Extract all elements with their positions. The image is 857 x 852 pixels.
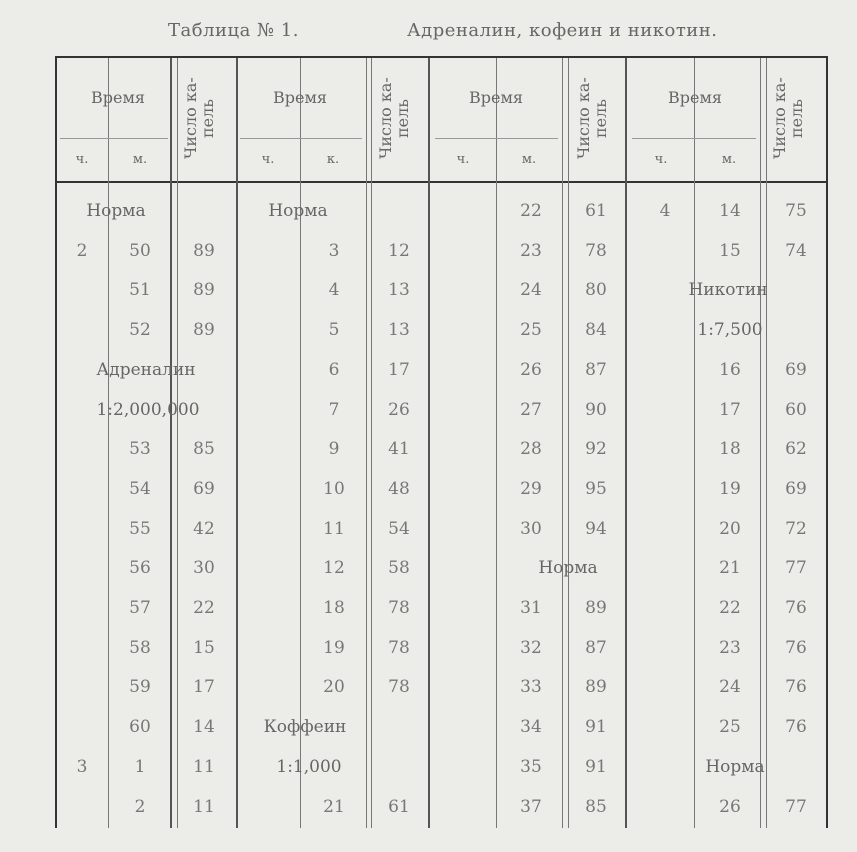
minute-cell: 55 xyxy=(129,518,151,539)
column-rule xyxy=(694,58,695,828)
minute-cell: 21 xyxy=(719,558,741,579)
minute-cell: 50 xyxy=(129,240,151,261)
column-rule xyxy=(170,58,172,828)
time-header: Время xyxy=(272,88,327,107)
minute-cell: 20 xyxy=(323,677,345,698)
drops-cell: 15 xyxy=(193,637,215,658)
header-rule xyxy=(632,138,756,139)
minute-cell: 14 xyxy=(719,201,741,221)
drops-cell: 41 xyxy=(388,439,410,460)
nicotine-label: Никотин xyxy=(688,280,768,301)
time-header: Время xyxy=(468,88,523,107)
drops-cell: 48 xyxy=(388,478,410,499)
drops-cell: 30 xyxy=(193,558,215,579)
caffeine-concentration: 1:1,000 xyxy=(276,756,342,777)
minute-cell: 20 xyxy=(719,518,741,539)
drops-cell: 75 xyxy=(785,201,807,221)
column-rule xyxy=(177,58,178,828)
minute-cell: 25 xyxy=(520,320,542,341)
minute-cell: 15 xyxy=(719,240,741,261)
minute-cell: 21 xyxy=(323,796,345,817)
drops-cell: 11 xyxy=(193,756,215,777)
drops-cell: 76 xyxy=(785,677,807,698)
drops-cell: 54 xyxy=(388,518,410,539)
table-title: Адреналин, кофеин и никотин. xyxy=(407,20,718,41)
drops-cell: 62 xyxy=(785,439,807,460)
minute-cell: 27 xyxy=(520,399,542,420)
drops-header: Число ка-пель xyxy=(770,77,806,159)
minute-cell: 35 xyxy=(520,756,542,777)
hour-cell: 3 xyxy=(76,756,88,777)
drops-cell: 92 xyxy=(585,439,607,460)
hours-header: ч. xyxy=(261,152,275,167)
drops-cell: 87 xyxy=(585,637,607,658)
minute-cell: 60 xyxy=(129,717,151,738)
drops-cell: 89 xyxy=(193,280,215,301)
minute-cell: 16 xyxy=(719,359,741,380)
minute-cell: 37 xyxy=(520,796,542,817)
column-rule xyxy=(300,58,301,828)
minute-cell: 25 xyxy=(719,717,741,738)
minute-cell: 18 xyxy=(323,598,345,618)
drops-cell: 78 xyxy=(388,598,410,618)
drops-cell: 89 xyxy=(585,677,607,698)
minutes-header: м. xyxy=(132,152,148,167)
drops-cell: 58 xyxy=(388,558,410,579)
minute-cell: 30 xyxy=(520,518,542,539)
minute-cell: 7 xyxy=(328,399,340,420)
drops-cell: 84 xyxy=(585,320,607,341)
minute-cell: 4 xyxy=(328,280,340,301)
minute-cell: 57 xyxy=(129,598,151,618)
drops-cell: 17 xyxy=(388,359,410,380)
minute-cell: 19 xyxy=(719,478,741,499)
drops-cell: 91 xyxy=(585,717,607,738)
column-rule xyxy=(562,58,563,828)
minute-cell: 23 xyxy=(520,240,542,261)
time-header: Время xyxy=(667,88,722,107)
drops-cell: 69 xyxy=(785,359,807,380)
minute-cell: 12 xyxy=(323,558,345,579)
minute-cell: 54 xyxy=(129,478,151,499)
minute-cell: 22 xyxy=(719,598,741,618)
drops-cell: 94 xyxy=(585,518,607,539)
header-rule xyxy=(435,138,558,139)
drops-cell: 22 xyxy=(193,598,215,618)
minute-cell: 22 xyxy=(520,201,542,221)
minute-cell: 3 xyxy=(328,240,340,261)
drops-cell: 89 xyxy=(193,240,215,261)
drops-cell: 78 xyxy=(585,240,607,261)
drops-cell: 72 xyxy=(785,518,807,539)
hours-header: ч. xyxy=(456,152,470,167)
table-right-border xyxy=(826,56,828,828)
drops-cell: 85 xyxy=(193,439,215,460)
drops-cell: 17 xyxy=(193,677,215,698)
minutes-header: к. xyxy=(326,152,340,167)
minute-cell: 9 xyxy=(328,439,340,460)
norm-label: Норма xyxy=(86,201,146,221)
column-rule xyxy=(366,58,367,828)
norm-label: Норма xyxy=(538,558,598,579)
minute-cell: 2 xyxy=(134,796,146,817)
minute-cell: 19 xyxy=(323,637,345,658)
drops-cell: 89 xyxy=(585,598,607,618)
adrenaline-label: Адреналин xyxy=(96,359,196,380)
hours-header: ч. xyxy=(75,152,89,167)
table-left-border xyxy=(55,56,57,828)
column-rule xyxy=(236,58,238,828)
column-rule xyxy=(496,58,497,828)
minute-cell: 53 xyxy=(129,439,151,460)
column-rule xyxy=(568,58,569,828)
drops-cell: 61 xyxy=(585,201,607,221)
minute-cell: 59 xyxy=(129,677,151,698)
column-rule xyxy=(371,58,372,828)
drops-cell: 85 xyxy=(585,796,607,817)
minute-cell: 51 xyxy=(129,280,151,301)
minute-cell: 28 xyxy=(520,439,542,460)
minute-cell: 1 xyxy=(134,756,146,777)
minutes-header: м. xyxy=(721,152,737,167)
drops-cell: 76 xyxy=(785,717,807,738)
drops-cell: 13 xyxy=(388,280,410,301)
minute-cell: 24 xyxy=(719,677,741,698)
column-rule xyxy=(760,58,761,828)
drops-cell: 60 xyxy=(785,399,807,420)
minute-cell: 32 xyxy=(520,637,542,658)
drops-cell: 77 xyxy=(785,796,807,817)
drops-cell: 77 xyxy=(785,558,807,579)
minute-cell: 18 xyxy=(719,439,741,460)
hour-cell: 2 xyxy=(76,240,88,261)
drops-cell: 76 xyxy=(785,598,807,618)
drops-header: Число ка-пель xyxy=(376,77,412,159)
minute-cell: 6 xyxy=(328,359,340,380)
minute-cell: 24 xyxy=(520,280,542,301)
drops-cell: 12 xyxy=(388,240,410,261)
drops-cell: 42 xyxy=(193,518,215,539)
drops-cell: 87 xyxy=(585,359,607,380)
drops-cell: 14 xyxy=(193,717,215,738)
column-rule xyxy=(625,58,627,828)
drops-cell: 76 xyxy=(785,637,807,658)
minute-cell: 26 xyxy=(520,359,542,380)
header-rule xyxy=(240,138,362,139)
drops-cell: 95 xyxy=(585,478,607,499)
minute-cell: 33 xyxy=(520,677,542,698)
minute-cell: 34 xyxy=(520,717,542,738)
minute-cell: 52 xyxy=(129,320,151,341)
caffeine-label: Коффеин xyxy=(263,717,347,738)
drops-header: Число ка-пель xyxy=(574,77,610,159)
minutes-header: м. xyxy=(521,152,537,167)
minute-cell: 5 xyxy=(328,320,340,341)
drops-cell: 91 xyxy=(585,756,607,777)
minute-cell: 56 xyxy=(129,558,151,579)
minute-cell: 29 xyxy=(520,478,542,499)
adrenaline-concentration: 1:2,000,000 xyxy=(96,399,200,420)
table-number: Таблица № 1. xyxy=(168,20,299,41)
minute-cell: 17 xyxy=(719,399,741,420)
drops-cell: 78 xyxy=(388,677,410,698)
minute-cell: 11 xyxy=(323,518,345,539)
norm-label: Норма xyxy=(268,201,328,221)
drops-cell: 11 xyxy=(193,796,215,817)
drops-cell: 80 xyxy=(585,280,607,301)
drops-cell: 69 xyxy=(785,478,807,499)
header-rule xyxy=(60,138,168,139)
column-rule xyxy=(108,58,109,828)
minute-cell: 23 xyxy=(719,637,741,658)
drops-cell: 69 xyxy=(193,478,215,499)
drops-cell: 26 xyxy=(388,399,410,420)
hour-cell: 4 xyxy=(659,201,671,221)
drops-cell: 89 xyxy=(193,320,215,341)
nicotine-concentration: 1:7,500 xyxy=(697,320,763,341)
hours-header: ч. xyxy=(654,152,668,167)
drops-cell: 74 xyxy=(785,240,807,261)
minute-cell: 26 xyxy=(719,796,741,817)
minute-cell: 10 xyxy=(323,478,345,499)
time-header: Время xyxy=(90,88,145,107)
drops-cell: 90 xyxy=(585,399,607,420)
column-rule xyxy=(766,58,767,828)
drops-header: Число ка-пель xyxy=(181,77,217,159)
drops-cell: 61 xyxy=(388,796,410,817)
norm-label: Норма xyxy=(705,756,765,777)
column-rule xyxy=(428,58,430,828)
minute-cell: 58 xyxy=(129,637,151,658)
drops-cell: 78 xyxy=(388,637,410,658)
minute-cell: 31 xyxy=(520,598,542,618)
drops-cell: 13 xyxy=(388,320,410,341)
